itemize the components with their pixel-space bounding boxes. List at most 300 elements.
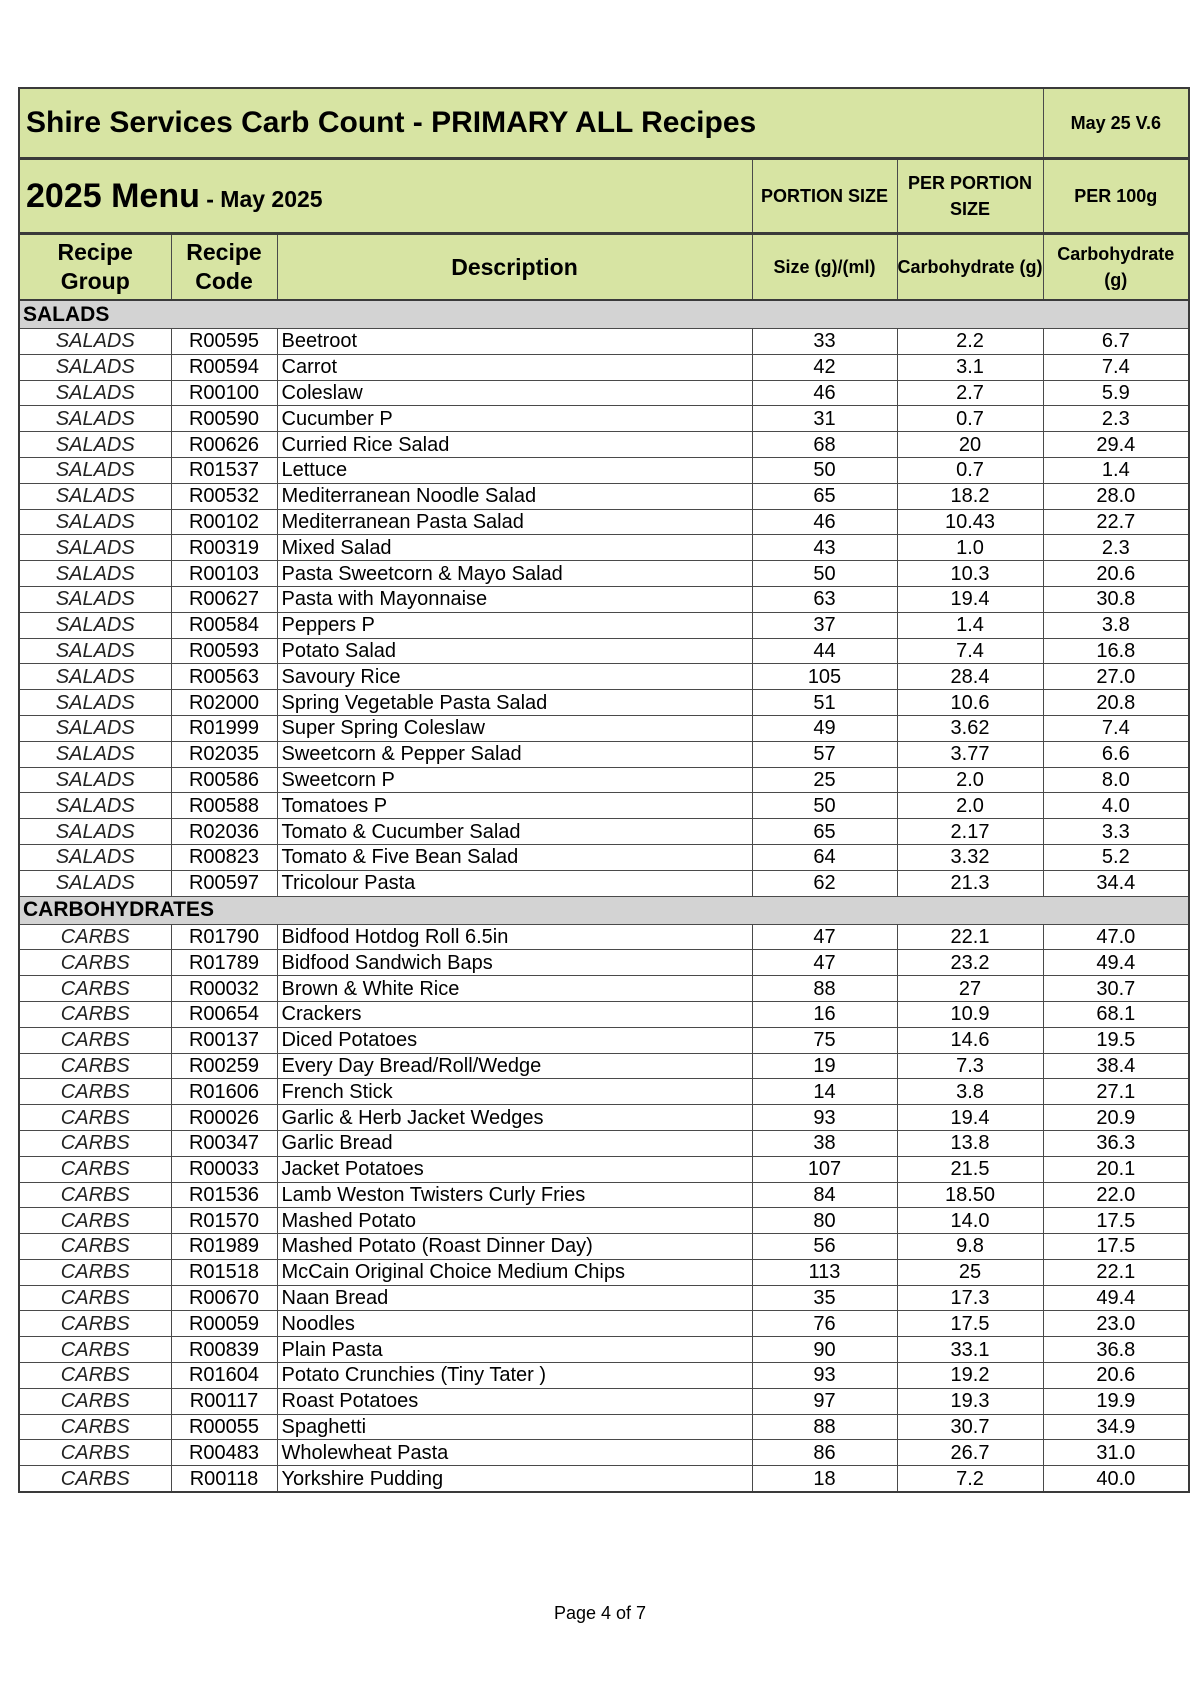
recipe-code-cell: R00055 bbox=[171, 1414, 277, 1440]
recipe-group-cell: CARBS bbox=[19, 1208, 171, 1234]
carb-portion-cell: 7.2 bbox=[897, 1466, 1043, 1492]
description-cell: Diced Potatoes bbox=[277, 1027, 752, 1053]
carb-100g-cell: 7.4 bbox=[1043, 354, 1189, 380]
recipe-code-cell: R01570 bbox=[171, 1208, 277, 1234]
recipe-code-cell: R01537 bbox=[171, 457, 277, 483]
col-carb-100g: Carbohydrate (g) bbox=[1043, 234, 1189, 301]
carb-portion-cell: 2.2 bbox=[897, 329, 1043, 355]
carb-portion-cell: 26.7 bbox=[897, 1440, 1043, 1466]
carb-100g-cell: 19.5 bbox=[1043, 1027, 1189, 1053]
table-row bbox=[19, 638, 1189, 664]
recipe-code-cell: R00654 bbox=[171, 1001, 277, 1027]
description-cell: Bidfood Hotdog Roll 6.5in bbox=[277, 924, 752, 950]
size-cell: 56 bbox=[752, 1234, 897, 1260]
description-cell: Super Spring Coleslaw bbox=[277, 715, 752, 741]
recipe-group-cell: CARBS bbox=[19, 924, 171, 950]
recipe-code-cell: R00586 bbox=[171, 767, 277, 793]
carb-portion-cell: 21.5 bbox=[897, 1156, 1043, 1182]
description-cell: Peppers P bbox=[277, 612, 752, 638]
recipe-group-cell: CARBS bbox=[19, 1130, 171, 1156]
carb-portion-cell: 3.8 bbox=[897, 1079, 1043, 1105]
carb-100g-cell: 68.1 bbox=[1043, 1001, 1189, 1027]
table-row bbox=[19, 1285, 1189, 1311]
description-cell: Potato Crunchies (Tiny Tater ) bbox=[277, 1363, 752, 1389]
title-row bbox=[19, 88, 1189, 159]
recipe-group-cell: CARBS bbox=[19, 1440, 171, 1466]
size-cell: 47 bbox=[752, 924, 897, 950]
carb-portion-cell: 20 bbox=[897, 432, 1043, 458]
recipe-group-cell: SALADS bbox=[19, 870, 171, 896]
table-row bbox=[19, 1027, 1189, 1053]
section-header bbox=[19, 896, 1189, 924]
carb-100g-cell: 3.8 bbox=[1043, 612, 1189, 638]
carb-portion-cell: 28.4 bbox=[897, 664, 1043, 690]
size-cell: 44 bbox=[752, 638, 897, 664]
description-cell: Pasta Sweetcorn & Mayo Salad bbox=[277, 561, 752, 587]
carb-100g-cell: 34.4 bbox=[1043, 870, 1189, 896]
recipe-group-cell: CARBS bbox=[19, 1285, 171, 1311]
description-cell: Pasta with Mayonnaise bbox=[277, 586, 752, 612]
carb-100g-cell: 23.0 bbox=[1043, 1311, 1189, 1337]
table-row bbox=[19, 1234, 1189, 1260]
size-cell: 57 bbox=[752, 741, 897, 767]
table-row bbox=[19, 1337, 1189, 1363]
recipe-code-cell: R00259 bbox=[171, 1053, 277, 1079]
description-cell: Tomatoes P bbox=[277, 793, 752, 819]
size-cell: 97 bbox=[752, 1388, 897, 1414]
recipe-code-cell: R01989 bbox=[171, 1234, 277, 1260]
table-row bbox=[19, 1130, 1189, 1156]
carb-portion-cell: 19.4 bbox=[897, 586, 1043, 612]
carb-portion-cell: 3.1 bbox=[897, 354, 1043, 380]
size-cell: 90 bbox=[752, 1337, 897, 1363]
carb-100g-cell: 20.9 bbox=[1043, 1105, 1189, 1131]
carb-100g-cell: 49.4 bbox=[1043, 1285, 1189, 1311]
recipe-group-cell: SALADS bbox=[19, 406, 171, 432]
carb-100g-cell: 6.7 bbox=[1043, 329, 1189, 355]
recipe-group-cell: CARBS bbox=[19, 1259, 171, 1285]
carb-100g-cell: 36.3 bbox=[1043, 1130, 1189, 1156]
size-cell: 88 bbox=[752, 976, 897, 1002]
description-cell: Carrot bbox=[277, 354, 752, 380]
col-recipe-group: Recipe Group bbox=[19, 234, 171, 301]
recipe-code-cell: R00823 bbox=[171, 844, 277, 870]
description-cell: Spaghetti bbox=[277, 1414, 752, 1440]
recipe-group-cell: CARBS bbox=[19, 1001, 171, 1027]
recipe-group-cell: SALADS bbox=[19, 380, 171, 406]
carb-100g-cell: 27.0 bbox=[1043, 664, 1189, 690]
carb-100g-cell: 17.5 bbox=[1043, 1208, 1189, 1234]
recipe-group-cell: SALADS bbox=[19, 690, 171, 716]
carb-portion-cell: 1.0 bbox=[897, 535, 1043, 561]
recipe-code-cell: R00590 bbox=[171, 406, 277, 432]
recipe-group-cell: CARBS bbox=[19, 1311, 171, 1337]
recipe-group-cell: CARBS bbox=[19, 1027, 171, 1053]
section-title: SALADS bbox=[19, 300, 1189, 329]
recipe-group-cell: CARBS bbox=[19, 1105, 171, 1131]
carb-100g-cell: 30.8 bbox=[1043, 586, 1189, 612]
size-cell: 46 bbox=[752, 380, 897, 406]
carb-portion-cell: 0.7 bbox=[897, 406, 1043, 432]
carb-portion-cell: 18.2 bbox=[897, 483, 1043, 509]
carb-portion-cell: 0.7 bbox=[897, 457, 1043, 483]
carb-portion-cell: 7.3 bbox=[897, 1053, 1043, 1079]
recipe-group-cell: SALADS bbox=[19, 457, 171, 483]
size-cell: 38 bbox=[752, 1130, 897, 1156]
carb-100g-cell: 16.8 bbox=[1043, 638, 1189, 664]
table-row bbox=[19, 767, 1189, 793]
recipe-group-cell: SALADS bbox=[19, 664, 171, 690]
carb-100g-cell: 1.4 bbox=[1043, 457, 1189, 483]
per-portion-header: PER PORTION SIZE bbox=[897, 159, 1043, 234]
description-cell: Tomato & Cucumber Salad bbox=[277, 819, 752, 845]
size-cell: 68 bbox=[752, 432, 897, 458]
size-cell: 19 bbox=[752, 1053, 897, 1079]
portion-size-header: PORTION SIZE bbox=[752, 159, 897, 234]
table-row bbox=[19, 870, 1189, 896]
size-cell: 49 bbox=[752, 715, 897, 741]
table-row bbox=[19, 1311, 1189, 1337]
carb-100g-cell: 7.4 bbox=[1043, 715, 1189, 741]
table-row bbox=[19, 329, 1189, 355]
carb-portion-cell: 2.0 bbox=[897, 767, 1043, 793]
description-cell: Curried Rice Salad bbox=[277, 432, 752, 458]
table-row bbox=[19, 432, 1189, 458]
recipe-code-cell: R00483 bbox=[171, 1440, 277, 1466]
size-cell: 37 bbox=[752, 612, 897, 638]
size-cell: 42 bbox=[752, 354, 897, 380]
recipe-group-cell: CARBS bbox=[19, 1234, 171, 1260]
recipe-group-cell: SALADS bbox=[19, 509, 171, 535]
carb-100g-cell: 34.9 bbox=[1043, 1414, 1189, 1440]
carb-100g-cell: 3.3 bbox=[1043, 819, 1189, 845]
recipe-code-cell: R00102 bbox=[171, 509, 277, 535]
size-cell: 93 bbox=[752, 1105, 897, 1131]
size-cell: 33 bbox=[752, 329, 897, 355]
recipe-code-cell: R00117 bbox=[171, 1388, 277, 1414]
recipe-group-cell: CARBS bbox=[19, 950, 171, 976]
recipe-group-cell: SALADS bbox=[19, 483, 171, 509]
size-cell: 14 bbox=[752, 1079, 897, 1105]
recipe-group-cell: SALADS bbox=[19, 844, 171, 870]
size-cell: 105 bbox=[752, 664, 897, 690]
size-cell: 65 bbox=[752, 483, 897, 509]
carb-portion-cell: 10.3 bbox=[897, 561, 1043, 587]
recipe-code-cell: R02000 bbox=[171, 690, 277, 716]
size-cell: 50 bbox=[752, 457, 897, 483]
description-cell: Mediterranean Pasta Salad bbox=[277, 509, 752, 535]
recipe-code-cell: R00593 bbox=[171, 638, 277, 664]
table-row bbox=[19, 1440, 1189, 1466]
recipe-code-cell: R00100 bbox=[171, 380, 277, 406]
description-cell: Tomato & Five Bean Salad bbox=[277, 844, 752, 870]
recipe-code-cell: R00032 bbox=[171, 976, 277, 1002]
carb-100g-cell: 20.6 bbox=[1043, 561, 1189, 587]
carb-portion-cell: 17.5 bbox=[897, 1311, 1043, 1337]
carb-100g-cell: 19.9 bbox=[1043, 1388, 1189, 1414]
recipe-group-cell: SALADS bbox=[19, 612, 171, 638]
table-row bbox=[19, 1208, 1189, 1234]
carb-portion-cell: 19.4 bbox=[897, 1105, 1043, 1131]
menu-heading bbox=[19, 159, 752, 234]
carb-portion-cell: 18.50 bbox=[897, 1182, 1043, 1208]
description-cell: Lamb Weston Twisters Curly Fries bbox=[277, 1182, 752, 1208]
carb-100g-cell: 49.4 bbox=[1043, 950, 1189, 976]
table-row bbox=[19, 1388, 1189, 1414]
recipe-code-cell: R00347 bbox=[171, 1130, 277, 1156]
recipe-code-cell: R00137 bbox=[171, 1027, 277, 1053]
carb-portion-cell: 27 bbox=[897, 976, 1043, 1002]
carb-100g-cell: 38.4 bbox=[1043, 1053, 1189, 1079]
description-cell: Garlic & Herb Jacket Wedges bbox=[277, 1105, 752, 1131]
recipe-code-cell: R00033 bbox=[171, 1156, 277, 1182]
table-row bbox=[19, 664, 1189, 690]
carb-portion-cell: 2.17 bbox=[897, 819, 1043, 845]
recipe-code-cell: R00588 bbox=[171, 793, 277, 819]
recipe-group-cell: SALADS bbox=[19, 561, 171, 587]
document-title: Shire Services Carb Count - PRIMARY ALL Recipes bbox=[19, 88, 1043, 159]
recipe-group-cell: CARBS bbox=[19, 1079, 171, 1105]
table-row bbox=[19, 1363, 1189, 1389]
size-cell: 51 bbox=[752, 690, 897, 716]
carb-100g-cell: 47.0 bbox=[1043, 924, 1189, 950]
recipe-code-cell: R00839 bbox=[171, 1337, 277, 1363]
recipe-code-cell: R00319 bbox=[171, 535, 277, 561]
recipe-group-cell: CARBS bbox=[19, 1388, 171, 1414]
table-row bbox=[19, 1105, 1189, 1131]
table-row bbox=[19, 535, 1189, 561]
recipe-code-cell: R02035 bbox=[171, 741, 277, 767]
col-size: Size (g)/(ml) bbox=[752, 234, 897, 301]
recipe-code-cell: R00563 bbox=[171, 664, 277, 690]
table-row bbox=[19, 483, 1189, 509]
per-100g-header: PER 100g bbox=[1043, 159, 1189, 234]
carb-100g-cell: 17.5 bbox=[1043, 1234, 1189, 1260]
carb-100g-cell: 27.1 bbox=[1043, 1079, 1189, 1105]
recipe-group-cell: CARBS bbox=[19, 1466, 171, 1492]
table-row bbox=[19, 406, 1189, 432]
carb-100g-cell: 2.3 bbox=[1043, 406, 1189, 432]
carb-100g-cell: 22.0 bbox=[1043, 1182, 1189, 1208]
carb-portion-cell: 10.43 bbox=[897, 509, 1043, 535]
carb-portion-cell: 25 bbox=[897, 1259, 1043, 1285]
recipe-group-cell: SALADS bbox=[19, 819, 171, 845]
recipe-group-cell: CARBS bbox=[19, 1414, 171, 1440]
carb-portion-cell: 23.2 bbox=[897, 950, 1043, 976]
recipe-group-cell: SALADS bbox=[19, 741, 171, 767]
table-row bbox=[19, 950, 1189, 976]
carb-100g-cell: 8.0 bbox=[1043, 767, 1189, 793]
carb-portion-cell: 10.9 bbox=[897, 1001, 1043, 1027]
size-cell: 64 bbox=[752, 844, 897, 870]
table-row bbox=[19, 924, 1189, 950]
carb-100g-cell: 6.6 bbox=[1043, 741, 1189, 767]
carb-portion-cell: 3.32 bbox=[897, 844, 1043, 870]
table-row bbox=[19, 586, 1189, 612]
recipe-group-cell: CARBS bbox=[19, 1363, 171, 1389]
recipe-group-cell: CARBS bbox=[19, 1337, 171, 1363]
size-cell: 25 bbox=[752, 767, 897, 793]
description-cell: French Stick bbox=[277, 1079, 752, 1105]
page-number: Page 4 of 7 bbox=[553, 1603, 647, 1623]
recipe-code-cell: R01999 bbox=[171, 715, 277, 741]
size-cell: 88 bbox=[752, 1414, 897, 1440]
table-row bbox=[19, 793, 1189, 819]
table-row bbox=[19, 1079, 1189, 1105]
size-cell: 50 bbox=[752, 793, 897, 819]
carb-100g-cell: 30.7 bbox=[1043, 976, 1189, 1002]
size-cell: 31 bbox=[752, 406, 897, 432]
carb-100g-cell: 31.0 bbox=[1043, 1440, 1189, 1466]
recipe-code-cell: R01518 bbox=[171, 1259, 277, 1285]
recipe-code-cell: R00584 bbox=[171, 612, 277, 638]
recipe-group-cell: SALADS bbox=[19, 638, 171, 664]
description-cell: Brown & White Rice bbox=[277, 976, 752, 1002]
table-row bbox=[19, 509, 1189, 535]
carb-portion-cell: 7.4 bbox=[897, 638, 1043, 664]
recipe-code-cell: R00595 bbox=[171, 329, 277, 355]
size-cell: 84 bbox=[752, 1182, 897, 1208]
description-cell: Mediterranean Noodle Salad bbox=[277, 483, 752, 509]
size-cell: 63 bbox=[752, 586, 897, 612]
recipe-group-cell: SALADS bbox=[19, 793, 171, 819]
column-header-row bbox=[19, 234, 1189, 301]
description-cell: Mashed Potato (Roast Dinner Day) bbox=[277, 1234, 752, 1260]
menu-row bbox=[19, 159, 1189, 234]
description-cell: Jacket Potatoes bbox=[277, 1156, 752, 1182]
carb-portion-cell: 17.3 bbox=[897, 1285, 1043, 1311]
table-row bbox=[19, 976, 1189, 1002]
carb-portion-cell: 14.6 bbox=[897, 1027, 1043, 1053]
recipe-code-cell: R00626 bbox=[171, 432, 277, 458]
size-cell: 107 bbox=[752, 1156, 897, 1182]
recipe-code-cell: R01606 bbox=[171, 1079, 277, 1105]
table-row bbox=[19, 1259, 1189, 1285]
size-cell: 43 bbox=[752, 535, 897, 561]
size-cell: 86 bbox=[752, 1440, 897, 1466]
size-cell: 47 bbox=[752, 950, 897, 976]
carb-portion-cell: 19.2 bbox=[897, 1363, 1043, 1389]
section-header bbox=[19, 300, 1189, 329]
size-cell: 35 bbox=[752, 1285, 897, 1311]
description-cell: Garlic Bread bbox=[277, 1130, 752, 1156]
recipe-code-cell: R01789 bbox=[171, 950, 277, 976]
description-cell: Sweetcorn P bbox=[277, 767, 752, 793]
description-cell: Cucumber P bbox=[277, 406, 752, 432]
size-cell: 93 bbox=[752, 1363, 897, 1389]
carb-100g-cell: 29.4 bbox=[1043, 432, 1189, 458]
recipe-code-cell: R00594 bbox=[171, 354, 277, 380]
description-cell: Yorkshire Pudding bbox=[277, 1466, 752, 1492]
description-cell: Bidfood Sandwich Baps bbox=[277, 950, 752, 976]
carb-100g-cell: 28.0 bbox=[1043, 483, 1189, 509]
recipe-code-cell: R01604 bbox=[171, 1363, 277, 1389]
size-cell: 46 bbox=[752, 509, 897, 535]
carb-portion-cell: 30.7 bbox=[897, 1414, 1043, 1440]
description-cell: Sweetcorn & Pepper Salad bbox=[277, 741, 752, 767]
recipe-group-cell: SALADS bbox=[19, 586, 171, 612]
description-cell: Mixed Salad bbox=[277, 535, 752, 561]
carb-portion-cell: 10.6 bbox=[897, 690, 1043, 716]
table-row bbox=[19, 741, 1189, 767]
carb-portion-cell: 3.77 bbox=[897, 741, 1043, 767]
carb-portion-cell: 13.8 bbox=[897, 1130, 1043, 1156]
carb-100g-cell: 40.0 bbox=[1043, 1466, 1189, 1492]
description-cell: Wholewheat Pasta bbox=[277, 1440, 752, 1466]
carb-portion-cell: 9.8 bbox=[897, 1234, 1043, 1260]
carb-portion-cell: 1.4 bbox=[897, 612, 1043, 638]
recipe-code-cell: R01790 bbox=[171, 924, 277, 950]
recipe-code-cell: R01536 bbox=[171, 1182, 277, 1208]
recipe-group-cell: CARBS bbox=[19, 1182, 171, 1208]
table-row bbox=[19, 1156, 1189, 1182]
carb-portion-cell: 19.3 bbox=[897, 1388, 1043, 1414]
col-carb-portion: Carbohydrate (g) bbox=[897, 234, 1043, 301]
table-row bbox=[19, 844, 1189, 870]
size-cell: 113 bbox=[752, 1259, 897, 1285]
recipe-group-cell: SALADS bbox=[19, 329, 171, 355]
table-row bbox=[19, 715, 1189, 741]
recipe-code-cell: R00627 bbox=[171, 586, 277, 612]
recipe-code-cell: R00118 bbox=[171, 1466, 277, 1492]
carb-portion-cell: 2.7 bbox=[897, 380, 1043, 406]
size-cell: 50 bbox=[752, 561, 897, 587]
carb-100g-cell: 20.8 bbox=[1043, 690, 1189, 716]
recipe-code-cell: R02036 bbox=[171, 819, 277, 845]
recipe-group-cell: SALADS bbox=[19, 715, 171, 741]
recipe-code-cell: R00059 bbox=[171, 1311, 277, 1337]
description-cell: Mashed Potato bbox=[277, 1208, 752, 1234]
carb-portion-cell: 3.62 bbox=[897, 715, 1043, 741]
carb-100g-cell: 5.9 bbox=[1043, 380, 1189, 406]
menu-year: 2025 Menu bbox=[26, 176, 200, 215]
size-cell: 62 bbox=[752, 870, 897, 896]
recipe-code-cell: R00026 bbox=[171, 1105, 277, 1131]
carb-100g-cell: 36.8 bbox=[1043, 1337, 1189, 1363]
carb-portion-cell: 22.1 bbox=[897, 924, 1043, 950]
carb-100g-cell: 2.3 bbox=[1043, 535, 1189, 561]
col-recipe-code: Recipe Code bbox=[171, 234, 277, 301]
menu-month: - May 2025 bbox=[199, 185, 323, 212]
recipe-code-cell: R00670 bbox=[171, 1285, 277, 1311]
carb-portion-cell: 14.0 bbox=[897, 1208, 1043, 1234]
recipe-group-cell: CARBS bbox=[19, 1053, 171, 1079]
recipe-code-cell: R00532 bbox=[171, 483, 277, 509]
size-cell: 16 bbox=[752, 1001, 897, 1027]
version-label: May 25 V.6 bbox=[1043, 88, 1189, 159]
recipe-code-cell: R00103 bbox=[171, 561, 277, 587]
table-row bbox=[19, 561, 1189, 587]
section-title: CARBOHYDRATES bbox=[19, 896, 1189, 924]
carb-100g-cell: 20.1 bbox=[1043, 1156, 1189, 1182]
table-row bbox=[19, 1001, 1189, 1027]
table-row bbox=[19, 457, 1189, 483]
description-cell: Naan Bread bbox=[277, 1285, 752, 1311]
table-row bbox=[19, 819, 1189, 845]
recipe-group-cell: SALADS bbox=[19, 432, 171, 458]
carb-count-table bbox=[18, 87, 1190, 1493]
carb-100g-cell: 22.7 bbox=[1043, 509, 1189, 535]
table-row bbox=[19, 1466, 1189, 1492]
recipe-group-cell: CARBS bbox=[19, 976, 171, 1002]
carb-portion-cell: 2.0 bbox=[897, 793, 1043, 819]
description-cell: Plain Pasta bbox=[277, 1337, 752, 1363]
description-cell: Spring Vegetable Pasta Salad bbox=[277, 690, 752, 716]
table-row bbox=[19, 1414, 1189, 1440]
carb-100g-cell: 20.6 bbox=[1043, 1363, 1189, 1389]
description-cell: Crackers bbox=[277, 1001, 752, 1027]
recipe-group-cell: SALADS bbox=[19, 354, 171, 380]
